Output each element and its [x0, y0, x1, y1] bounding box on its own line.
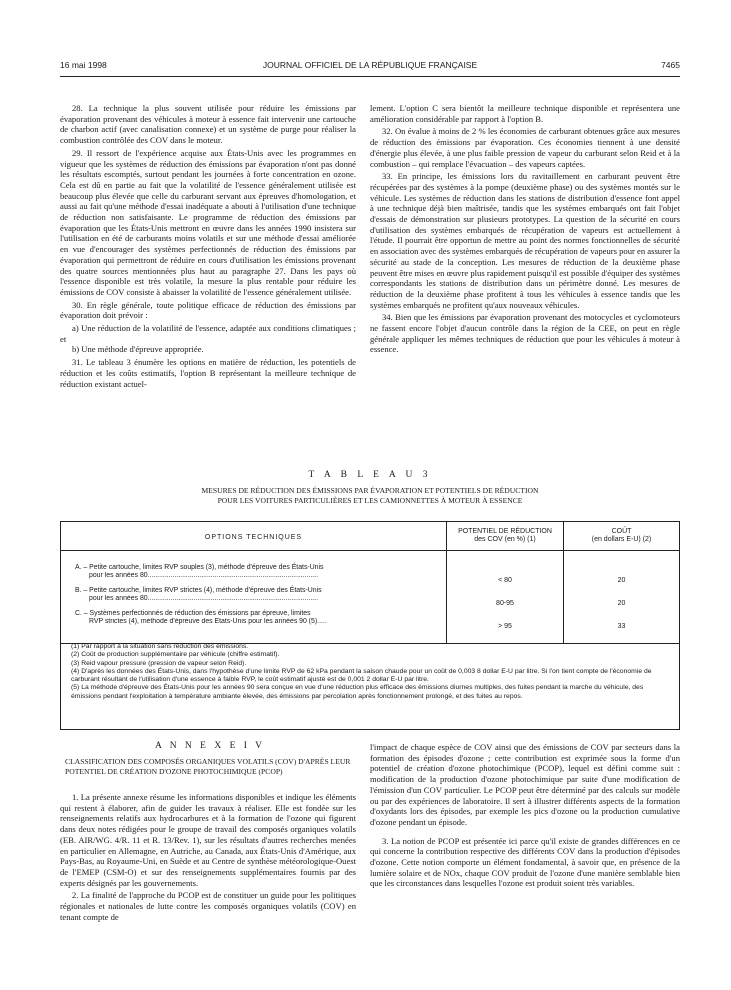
paragraph-28: 28. La technique la plus souvent utilisée pour réduire les émissions par évaporation provenant des véhicules à moteur à essence fait intervenir une cartouche de charbon actif (avec canalisation connexe) et un système de purge pour réaliser la combustion contrôlée des COV dans le moteur. — [60, 103, 356, 146]
annexe-paragraph-1: 1. La présente annexe résume les informations disponibles et indique les éléments qui restent à élaborer, afin de guider les travaux à réaliser. Elle est fondée sur les renseignements relatifs aux hydrocarbures et à la formation de l'ozone qui figurent dans deux notes rédigées pour le groupe de travail des composés organiques volatils (EB. AIR/WG. 4/R. 11 et R. 13/Rev. 1), sur les résultats d'autres recherches menées en particulier en Allemagne, en Autriche, au Canada, aux États-Unis d'Amérique, aux Pays-Bas, au Royaume-Uni, en Suède et au Centre de synthèse météorologique-Ouest de l'EMEP (CSM-O) et sur des renseignements supplémentaires fournis par des experts désignés par les gouvernements. — [60, 792, 356, 888]
table-subtitle — [60, 486, 680, 505]
table-note-3: (3) Reid vapour pressure (pression de vapeur selon Reid). — [71, 659, 247, 667]
column-header-potential — [447, 528, 563, 544]
column-header-cost-line-2: (en dollars E-U) (2) — [591, 536, 652, 543]
table-row-b-label — [75, 587, 385, 604]
annexe-paragraph-2-continued: l'impact de chaque espèce de COV ainsi que des émissions de COV par secteurs dans la formation des épisodes d'ozone ; cette contribution est exprimée sous la forme d'un potentiel de création d'ozone photochimique (PCOP), lequel est défini comme suit : modification de la production d'ozone photochimique par suite d'une modification de l'émission d'un COV particulier. Le PCOP peut être déterminé par des calculs sur modèle ou par des expériences de laboratoire. Il sert à illustrer différents aspects de la formation d'oxydants lors des épisodes, par exemple les pics d'ozone ou la production cumulative d'ozone pendant un épisode. — [370, 742, 680, 827]
header-date: 16 mai 1998 — [60, 60, 107, 70]
header-page-number: 7465 — [661, 60, 680, 70]
paragraph-29: 29. Il ressort de l'expérience acquise aux États-Unis avec les programmes en vigueur que les systèmes de réduction des émissions par évaporation n'ont pas donné les résultats escomptés, surtout pendant les journées à forte concentration en ozone. Cela est dû en partie au fait que la volatilité de l'essence généralement utilisée est beaucoup plus élevée que celle du carburant servant aux épreuves d'homologation, et aussi au fait qu'une méthode d'essai inadéquate a abouti à l'utilisation d'une technique de réduction non satisfaisante. Le programme de réduction des émissions par évaporation que les États-Unis mettront en œuvre dans les années 1990 insistera sur l'utilisation en été de carburants moins volatils et sur une méthode d'essai améliorée en vue d'encourager des systèmes perfectionnés de réduction des émissions par évaporation qui permettront de réduire en cours d'utilisation les émissions provenant des quatre sources mentionnées plus haut au paragraphe 27. Dans les pays où l'essence disponible est très volatile, la mesure la plus rentable pour réduire les émissions de COV consiste à abaisser la volatilité de l'essence généralement utilisée. — [60, 147, 356, 297]
row-c-line-2: RVP strictes (4), méthode d'épreuve des États-Unis pour les années 90 (5)..... — [89, 618, 327, 626]
column-header-potential-line-1: POTENTIEL DE RÉDUCTION — [458, 528, 552, 535]
row-c-line-1: C. – Systèmes perfectionnés de réduction des émissions par épreuve, limites — [75, 610, 311, 617]
annexe-paragraph-3: 3. La notion de PCOP est présentée ici parce qu'il existe de grandes différences en ce qui concerne la contribution respective des différents COV dans la production d'épisodes d'ozone. Cette notion comporte un élément fondamental, à savoir que, en présence de la lumière solaire et de NOx, chaque COV produit de l'ozone d'une manière semblable bien que les circonstances dans lesquelles l'ozone est produit soient très variables. — [370, 835, 680, 889]
table-row-a-label — [75, 564, 385, 581]
annexe-paragraph-2: 2. La finalité de l'approche du PCOP est de constituer un guide pour les politiques régionales et nationales de lutte contre les composés organiques volatils (COV) en tenant compte de — [60, 890, 356, 922]
column-header-potential-line-2: des COV (en %) (1) — [474, 536, 536, 543]
annexe-right-column — [370, 742, 680, 891]
list-item-a: a) Une réduction de la volatilité de l'essence, adaptée aux conditions climatiques ; et — [60, 323, 356, 344]
column-header-cost — [564, 528, 679, 544]
header-row-divider — [61, 550, 679, 551]
row-b-line-2: pour les années 80......................................................................................... — [89, 595, 318, 603]
table-note-4: (4) D'après les données des États-Unis, dans l'hypothèse d'une limite RVP de 62 kPa pendant la saison chaude pour un coût de 0,003 8 dollar E-U par litre. Si l'on tient compte de l'économie de carburant résultant de l'utilisation d'une essence à faible RVP, le coût estimatif ajusté est de 0,001 2 dollar E-U par litre. — [71, 667, 652, 684]
table-notes — [71, 643, 671, 701]
paragraph-34: 34. Bien que les émissions par évaporation provenant des motocycles et cyclomoteurs ne fassent encore l'objet d'aucun contrôle dans la région de la CEE, on peut en règle générale appliquer les mêmes techniques de réduction que pour les véhicules à moteur à essence. — [370, 312, 680, 355]
header-journal-title: JOURNAL OFFICIEL DE LA RÉPUBLIQUE FRANÇAISE — [262, 60, 478, 70]
annexe-left-column — [60, 792, 356, 924]
annexe-subtitle: CLASSIFICATION DES COMPOSÉS ORGANIQUES VOLATILS (COV) D'APRÈS LEUR POTENTIEL DE CRÉATION D'OZONE PHOTOCHIMIQUE (PCOP) — [65, 757, 351, 776]
table-row-c-potential: > 95 — [498, 623, 512, 630]
paragraph-32: 32. On évalue à moins de 2 % les économies de carburant obtenues grâce aux mesures de réduction des émissions par évaporation. Ces économies tiennent à une densité d'énergie plus élevée, à une plus faible pression de vapeur du carburant selon Reid et à la combustion – qui remplace l'évacuation – des vapeurs captées. — [370, 126, 680, 169]
left-column-top — [60, 103, 356, 391]
table-3 — [60, 521, 680, 730]
paragraph-31: 31. Le tableau 3 énumère les options en matière de réduction, les potentiels de réduction et les coûts estimatifs, l'option B représentant la meilleure technique de réduction existant actuel- — [60, 357, 356, 389]
table-row-b-potential: 80-95 — [496, 600, 514, 607]
table-subtitle-line-1: MESURES DE RÉDUCTION DES ÉMISSIONS PAR ÉVAPORATION ET POTENTIELS DE RÉDUCTION — [201, 486, 539, 495]
table-row-c-label — [75, 610, 385, 627]
table-row-a-cost: 20 — [617, 577, 626, 584]
table-title: T A B L E A U 3 — [308, 470, 432, 480]
table-row-b-cost: 20 — [617, 600, 626, 607]
column-header-options: OPTIONS TECHNIQUES — [204, 534, 303, 541]
row-a-line-1: A. – Petite cartouche, limites RVP souples (3), méthode d'épreuve des États-Unis — [75, 564, 324, 571]
right-column-top — [370, 103, 680, 357]
header-rule — [60, 76, 680, 77]
paragraph-33: 33. En principe, les émissions lors du ravitaillement en carburant peuvent être récupérées par des systèmes à la pompe (deuxième phase) ou des systèmes montés sur le véhicule. Les systèmes de réduction dans les stations de distribution d'essence font appel à une technique déjà bien maîtrisée, tandis que les systèmes embarqués ont fait l'objet d'essais de démonstration sur plusieurs prototypes. La question de la sécurité en cours d'utilisation des systèmes embarqués de récupération de vapeurs est actuellement à l'étude. Il pourrait être opportun de mettre au point des normes fonctionnelles de sécurité en association avec des systèmes embarqués de récupération de vapeurs pour en assurer la sécurité au stade de la conception. Les mesures de réduction de la deuxième phase peuvent être mises en œuvre plus rapidement puisqu'il est possible d'équiper des systèmes correspondants les stations de distribution dans un périmètre donné. Les mesures de réduction de la deuxième phase profitent à tous les véhicules à essence tandis que les systèmes embarqués ne profitent qu'aux nouveaux véhicules. — [370, 171, 680, 310]
table-row-a-potential: < 80 — [498, 577, 512, 584]
table-note-1: (1) Par rapport à la situation sans réduction des émissions. — [71, 643, 249, 650]
list-item-b: b) Une méthode d'épreuve appropriée. — [72, 344, 204, 355]
paragraph-31-continued: lement. L'option C sera bientôt la meilleure technique disponible et représentera une amélioration considérable par rapport à l'option B. — [370, 103, 680, 124]
column-header-cost-line-1: COÛT — [611, 528, 632, 535]
table-note-2: (2) Coût de production supplémentaire par véhicule (chiffre estimatif). — [71, 651, 280, 659]
page-header — [60, 60, 680, 74]
annexe-title: A N N E X E I V — [154, 741, 265, 751]
table-note-5: (5) La méthode d'épreuve des États-Unis pour les années 90 sera conçue en vue d'une réduction plus efficace des émissions diurnes multiples, des fuites pendant la marche du véhicule, des émissions pendant l'exploitation à température ambiante élevée, des émissions par percolation après fonctionnement prolongé, et des fuites au repos. — [71, 684, 644, 700]
table-subtitle-line-2: POUR LES VOITURES PARTICULIÈRES ET LES CAMIONNETTES À MOTEUR À ESSENCE — [217, 495, 523, 505]
paragraph-30: 30. En règle générale, toute politique efficace de réduction des émissions par évaporation doit prévoir : — [60, 299, 356, 321]
row-a-line-2: pour les années 80......................................................................................... — [89, 572, 318, 580]
row-b-line-1: B. – Petite cartouche, limites RVP strictes (4), méthode d'épreuve des États-Unis — [75, 587, 322, 594]
table-row-c-cost: 33 — [617, 623, 626, 630]
